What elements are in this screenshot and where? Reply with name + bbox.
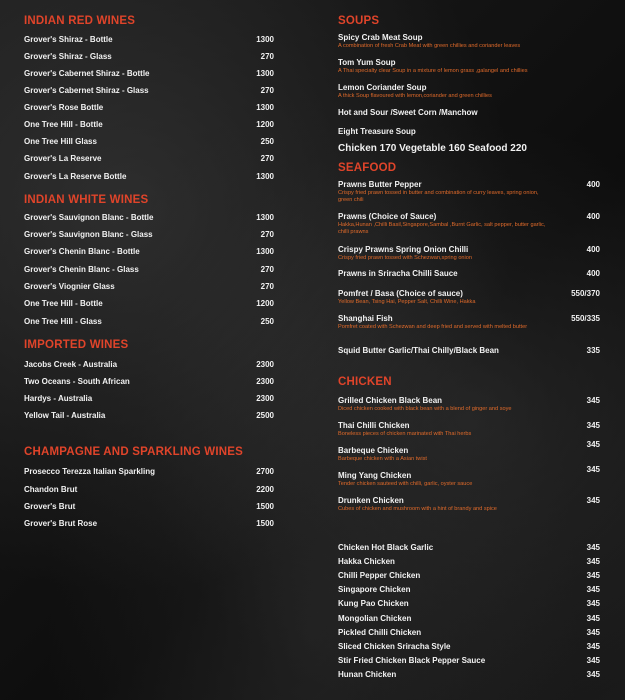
item-price: 250 xyxy=(260,137,274,146)
item-description: Boneless pieces of chicken marinated with Thai herbs xyxy=(338,431,472,437)
item-price: 2300 xyxy=(256,360,274,369)
item-name: Jacobs Creek - Australia xyxy=(24,360,118,369)
item-description: Pomfret coated with Schezwan and deep fried and served with melted butter xyxy=(338,324,528,330)
item-price: 345 xyxy=(586,557,600,566)
soup-prices: Chicken 170 Vegetable 160 Seafood 220 xyxy=(338,143,527,154)
section-title-indian-white-wines: INDIAN WHITE WINES xyxy=(24,194,149,206)
menu-row xyxy=(24,519,274,533)
item-price: 270 xyxy=(260,230,274,239)
item-name: Chilli Pepper Chicken xyxy=(338,571,421,580)
item-name: Hakka Chicken xyxy=(338,557,395,566)
item-description: Barbeque chicken with a Asian twist xyxy=(338,456,427,462)
item-name: Two Oceans - South African xyxy=(24,377,130,386)
item-name: Grover's Brut Rose xyxy=(24,519,98,528)
item-name: One Tree Hill - Glass xyxy=(24,317,102,326)
item-description: Hakka,Hunan ,Chilli Basil,Singapore,Sambal ,Burnt Garlic, salt pepper, butter garlic, chilli prawns xyxy=(338,222,546,235)
section-title-chicken: CHICKEN xyxy=(338,376,392,388)
item-name: Hot and Sour /Sweet Corn /Manchow xyxy=(338,108,478,117)
item-name: Singapore Chicken xyxy=(338,585,411,594)
item-name: Prawns in Sriracha Chilli Sauce xyxy=(338,269,458,278)
item-price: 270 xyxy=(260,265,274,274)
item-name: Grover's Viognier Glass xyxy=(24,282,115,291)
menu-row xyxy=(24,317,274,331)
item-description: Tender chicken sauteed with chilli, garlic, oyster sauce xyxy=(338,481,473,487)
item-price: 1300 xyxy=(256,172,274,181)
menu-row xyxy=(338,670,600,684)
item-name: Grover's Cabernet Shiraz - Glass xyxy=(24,86,149,95)
menu-item xyxy=(338,289,600,306)
menu-item xyxy=(338,421,600,438)
item-name: Spicy Crab Meat Soup xyxy=(338,33,423,42)
item-name: Chandon Brut xyxy=(24,485,78,494)
item-price: 270 xyxy=(260,52,274,61)
item-name: Sliced Chicken Sriracha Style xyxy=(338,642,451,651)
item-name: Mongolian Chicken xyxy=(338,614,412,623)
item-price: 345 xyxy=(586,642,600,651)
item-price: 2700 xyxy=(256,467,274,476)
item-price: 2300 xyxy=(256,394,274,403)
item-name: Grover's Sauvignon Blanc - Bottle xyxy=(24,213,154,222)
section-title-indian-red-wines: INDIAN RED WINES xyxy=(24,15,136,27)
menu-row xyxy=(24,502,274,516)
menu-row xyxy=(24,69,274,83)
item-name: Grover's Brut xyxy=(24,502,76,511)
item-price: 345 xyxy=(586,440,600,449)
menu-item xyxy=(338,180,600,204)
menu-row xyxy=(338,585,600,599)
item-price: 400 xyxy=(586,180,600,189)
item-name: One Tree Hill - Bottle xyxy=(24,120,103,129)
menu-item xyxy=(338,396,600,413)
item-description: A Thai specialty clear Soup in a mixture of lemon grass ,galangel and chillies xyxy=(338,68,528,74)
section-title-champagne-sparkling: CHAMPAGNE AND SPARKLING WINES xyxy=(24,446,243,458)
item-price: 400 xyxy=(586,245,600,254)
item-name: Kung Pao Chicken xyxy=(338,599,409,608)
menu-row xyxy=(24,154,274,168)
item-description: Crispy fried prawn tossed with Schezwan,spring onion xyxy=(338,255,473,261)
menu-item xyxy=(338,440,600,463)
menu-row xyxy=(338,543,600,557)
item-name: Prawns Butter Pepper xyxy=(338,180,422,189)
item-name: Yellow Tail - Australia xyxy=(24,411,106,420)
menu-item xyxy=(338,212,600,236)
item-name: Squid Butter Garlic/Thai Chilly/Black Bean xyxy=(338,346,499,355)
menu-row xyxy=(24,411,274,425)
item-price: 345 xyxy=(586,396,600,405)
menu-item xyxy=(338,58,600,75)
item-name: Pickled Chilli Chicken xyxy=(338,628,422,637)
item-name: Grover's Rose Bottle xyxy=(24,103,104,112)
item-price: 270 xyxy=(260,154,274,163)
menu-row xyxy=(338,599,600,613)
item-price: 345 xyxy=(586,628,600,637)
menu-row xyxy=(24,485,274,499)
item-price: 1300 xyxy=(256,247,274,256)
menu-row xyxy=(24,172,274,186)
menu-row xyxy=(24,282,274,296)
item-name: Grover's Shiraz - Bottle xyxy=(24,35,113,44)
menu-row xyxy=(338,614,600,628)
item-name: Barbeque Chicken xyxy=(338,446,409,455)
item-price: 250 xyxy=(260,317,274,326)
item-name: Grover's Chenin Blanc - Bottle xyxy=(24,247,140,256)
item-price: 1300 xyxy=(256,213,274,222)
item-price: 1300 xyxy=(256,103,274,112)
item-description: A combination of fresh Crab Meat with green chillies and coriander leaves xyxy=(338,43,521,49)
item-name: Lemon Coriander Soup xyxy=(338,83,427,92)
menu-item xyxy=(338,269,600,278)
item-name: Chicken Hot Black Garlic xyxy=(338,543,434,552)
menu-row xyxy=(24,35,274,49)
menu-item xyxy=(338,33,600,50)
item-description: Diced chicken cooked with black bean with a blend of ginger and soye xyxy=(338,406,512,412)
item-name: Prawns (Choice of Sauce) xyxy=(338,212,437,221)
menu-row xyxy=(24,103,274,117)
menu-row xyxy=(24,299,274,313)
section-title-imported-wines: IMPORTED WINES xyxy=(24,339,129,351)
menu-item xyxy=(338,108,600,117)
menu-item xyxy=(338,314,600,331)
item-description: Cubes of chicken and mushroom with a hint of brandy and spice xyxy=(338,506,497,512)
item-price: 270 xyxy=(260,282,274,291)
item-name: Grover's La Reserve Bottle xyxy=(24,172,127,181)
menu-item xyxy=(338,346,600,355)
item-price: 345 xyxy=(586,496,600,505)
menu-item xyxy=(338,83,600,100)
item-name: Thai Chilli Chicken xyxy=(338,421,410,430)
item-name: One Tree Hill Glass xyxy=(24,137,97,146)
menu-row xyxy=(24,120,274,134)
item-name: Grover's Chenin Blanc - Glass xyxy=(24,265,139,274)
item-description: A thick Soup flavoured with lemon,coriander and green chillies xyxy=(338,93,492,99)
item-price: 345 xyxy=(586,421,600,430)
item-name: Grover's Shiraz - Glass xyxy=(24,52,112,61)
item-price: 345 xyxy=(586,656,600,665)
item-price: 1500 xyxy=(256,519,274,528)
item-price: 400 xyxy=(586,269,600,278)
menu-item xyxy=(338,465,600,488)
menu-row xyxy=(24,230,274,244)
item-price: 345 xyxy=(586,614,600,623)
item-name: Prosecco Terezza Italian Sparkling xyxy=(24,467,156,476)
menu-row xyxy=(338,642,600,656)
menu-row xyxy=(24,137,274,151)
menu-row xyxy=(24,360,274,374)
menu-row xyxy=(24,213,274,227)
item-price: 345 xyxy=(586,465,600,474)
menu-row xyxy=(24,377,274,391)
menu-row xyxy=(338,571,600,585)
item-price: 345 xyxy=(586,543,600,552)
menu-item xyxy=(338,496,600,513)
item-name: Pomfret / Basa (Choice of sauce) xyxy=(338,289,463,298)
menu-row xyxy=(24,394,274,408)
item-price: 345 xyxy=(586,571,600,580)
item-price: 345 xyxy=(586,585,600,594)
section-title-soups: SOUPS xyxy=(338,15,380,27)
item-price: 2200 xyxy=(256,485,274,494)
item-price: 2500 xyxy=(256,411,274,420)
menu-row xyxy=(24,86,274,100)
item-name: Tom Yum Soup xyxy=(338,58,396,67)
item-price: 400 xyxy=(586,212,600,221)
item-name: Drunken Chicken xyxy=(338,496,404,505)
item-price: 550/335 xyxy=(571,314,600,323)
item-name: One Tree Hill - Bottle xyxy=(24,299,103,308)
item-price: 345 xyxy=(586,599,600,608)
menu-row xyxy=(338,656,600,670)
menu-item xyxy=(338,245,600,262)
item-price: 2300 xyxy=(256,377,274,386)
menu-row xyxy=(338,628,600,642)
menu-row xyxy=(338,557,600,571)
item-name: Shanghai Fish xyxy=(338,314,393,323)
menu-row xyxy=(24,265,274,279)
item-name: Grover's La Reserve xyxy=(24,154,102,163)
item-price: 1300 xyxy=(256,69,274,78)
menu-row xyxy=(24,247,274,261)
item-name: Hunan Chicken xyxy=(338,670,397,679)
item-price: 270 xyxy=(260,86,274,95)
item-name: Eight Treasure Soup xyxy=(338,127,416,136)
item-name: Ming Yang Chicken xyxy=(338,471,412,480)
item-price: 345 xyxy=(586,670,600,679)
item-description: Yellow Bean, Tsing Hai, Pepper Salt, Chilli Wine, Hakka xyxy=(338,299,476,305)
item-name: Grilled Chicken Black Bean xyxy=(338,396,443,405)
menu-row xyxy=(24,467,274,481)
item-name: Crispy Prawns Spring Onion Chilli xyxy=(338,245,469,254)
section-title-seafood: SEAFOOD xyxy=(338,162,397,174)
menu-row xyxy=(24,52,274,66)
item-name: Grover's Sauvignon Blanc - Glass xyxy=(24,230,153,239)
item-name: Hardys - Australia xyxy=(24,394,93,403)
item-price: 1300 xyxy=(256,35,274,44)
item-description: Crispy fried prawn tossed in butter and combination of curry leaves, spring onion, green chili xyxy=(338,190,539,203)
item-price: 550/370 xyxy=(571,289,600,298)
item-price: 1200 xyxy=(256,120,274,129)
item-price: 1500 xyxy=(256,502,274,511)
menu-item xyxy=(338,127,600,136)
item-price: 335 xyxy=(586,346,600,355)
item-name: Stir Fried Chicken Black Pepper Sauce xyxy=(338,656,486,665)
item-price: 1200 xyxy=(256,299,274,308)
item-name: Grover's Cabernet Shiraz - Bottle xyxy=(24,69,150,78)
